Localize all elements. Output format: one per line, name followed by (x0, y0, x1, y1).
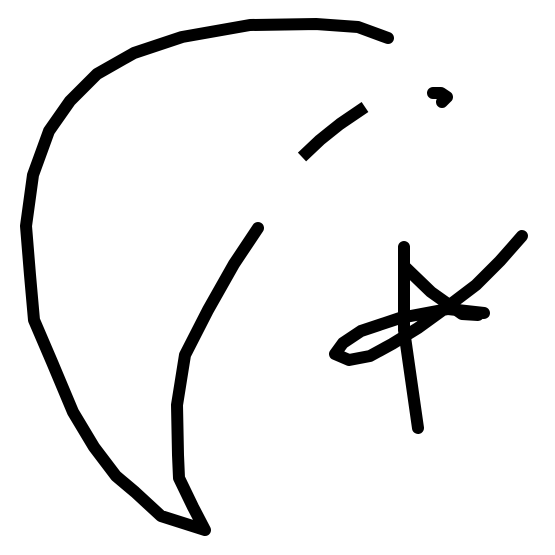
glyph-loop-stroke (335, 236, 522, 360)
crescent-outer-stroke (26, 24, 388, 530)
crescent-inner-stroke (302, 107, 365, 157)
dot-mark (433, 93, 447, 102)
